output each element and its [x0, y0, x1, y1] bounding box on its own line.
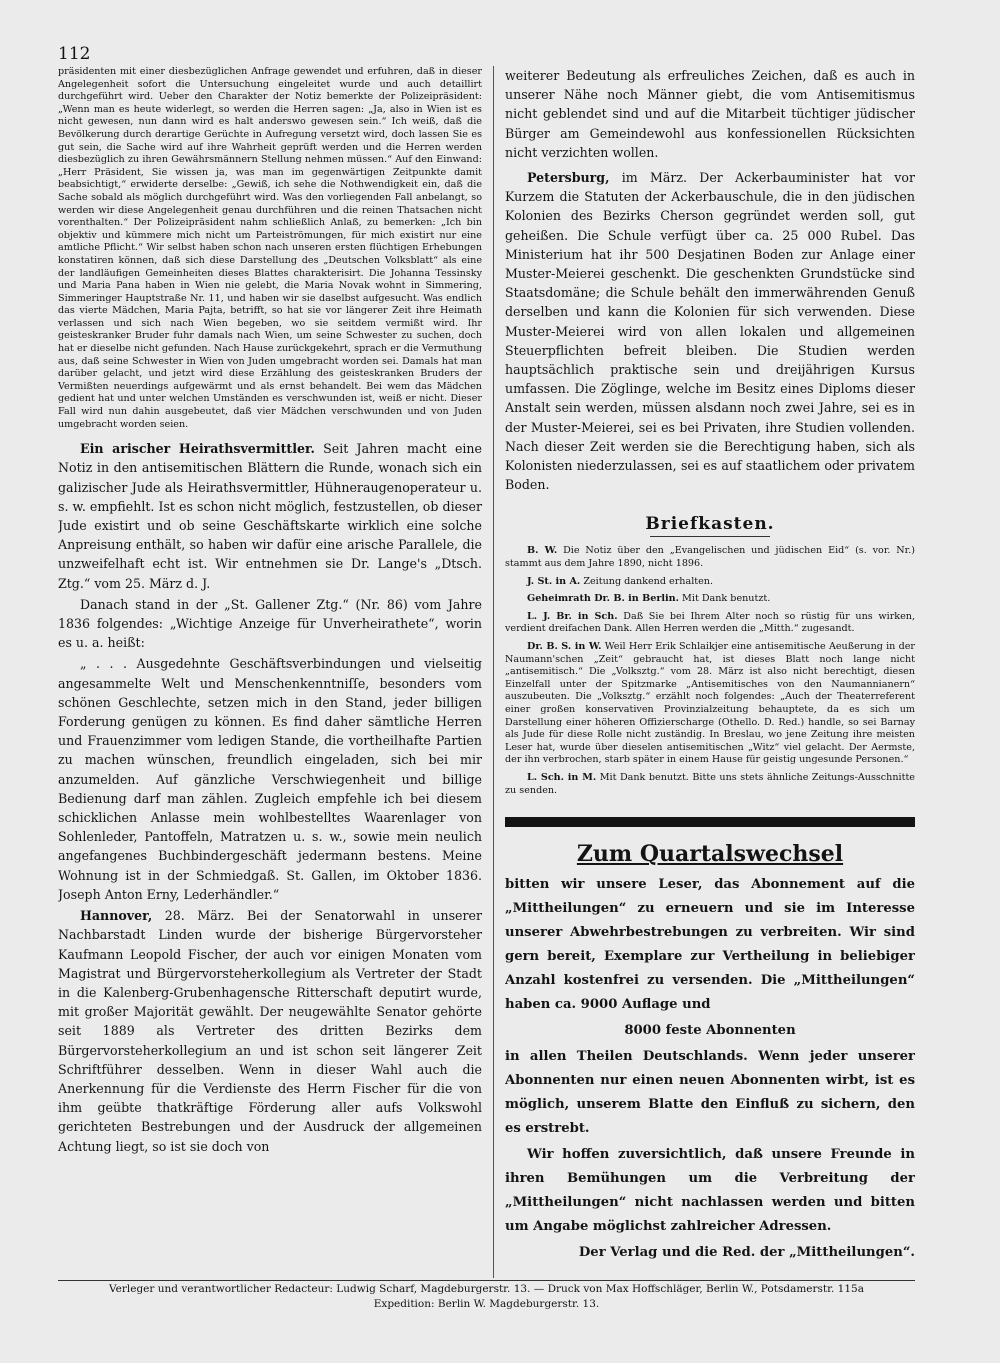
briefkasten-entry	[505, 611, 915, 636]
entry-text: Weil Herr Erik Schlaikjer eine antisemitische Aeußerung in der Naumann'schen „Zeit“ gebraucht hat, ist dieses Blatt noch lange nicht „antisemitisch.“ Die „Volksztg.“ vom 28. März ist also nicht berechtigt, diesen Einzelfall unter der Spitzmarke „Antisemitisches von den Naumannianern“ auszubeuten. Die „Volksztg.“ erzählt noch folgendes: „Auch der Theaterreferent einer großen konservativen Provinzialzeitung behauptete, da es sich um Darstellung einer höheren Offizierscharge (Othello. D. Red.) handle, so sei Barnay als Jude für diese Rolle nicht zuständig. In Breslau, wo jene Zeitung ihre meisten Leser hat, wurde über dieselen antisemitischen „Witz“ viel gelacht. Der Aermste, der ihn verbrochen, starb später in einem Hause für geistig ungesunde Personen.“	[505, 641, 915, 766]
hannover-body: 28. März. Bei der Senatorwahl in unserer Nachbarstadt Linden wurde der bisherige Bürgervorsteher Kaufmann Leopold Fischer, der auch vor einigen Monaten vom Magistrat und Bürgervorsteherkollegium als Vertreter der Stadt in die Kalenberg-Grubenhagensche Ritterschaft deputirt wurde, mit großer Majorität gewählt. Der neugewählte Senator gehörte seit 1889 als Vertreter des dritten Bezirks dem Bürgervorsteherkollegium an und ist schon seit längerer Zeit Schriftführer desselben. Wenn in dieser Wahl auch die Anerkennung für die Verdienste des Herrn Fischer für die von ihm geübte thatkräftige Förderung aller aufs Volkswohl gerichteten Bestrebungen und der Ausdruck der allgemeinen Achtung liegt, so ist sie doch von	[58, 908, 482, 1154]
footer-imprint: Verleger und verantwortlicher Redacteur: Ludwig Scharf, Magdeburgerstr. 13. — Druck von Max Hoffschläger, Berlin W., Potsdamerstr. 115a	[109, 1283, 864, 1295]
gallener-paragraph: Danach stand in der „St. Gallener Ztg.“ (Nr. 86) vom Jahre 1836 folgendes: „Wichtige Anzeige für Unverheirathete“, worin es u. a. heißt:	[58, 596, 482, 651]
quote-paragraph: „ . . . Ausgedehnte Geschäftsverbindungen und vielseitig angesammelte Welt und Menschenkenntniſſe, besonders vom schönen Geschlechte, setzen mich in den Stand, jeder billigen Forderung genügen zu können. Es find daher sämtliche Herren und Frauenzimmer vom ledigen Stande, die vortheilhafte Partien zu machen wünschen, freundlich eingeladen, sich bei mir anzumelden. Auf gänzliche Verschwiegenheit und billige Bedienung darf man zählen. Zugleich empfehle ich bei diesem schicklichen Anlasse mein wohlbestelltes Waarenlager von Sohlenleder, Pantoffeln, Matratzen u. s. w., sowie mein neulich angefangenes Buchbindergeschäft jedermann bestens. Meine Wohnung ist in der Schmiedgaß. St. Gallen, im Oktober 1836. Joseph Anton Erny, Lederhändler.“	[58, 656, 482, 902]
entry-text: Daß Sie bei Ihrem Alter noch so rüstig für uns wirken, verdient dreifachen Dank. Allen Herren werden die „Mitth.“ zugesandt.	[505, 610, 915, 635]
petersburg-title: Petersburg,	[527, 170, 610, 186]
hannover-title: Hannover,	[80, 908, 153, 924]
entry-recipient: Dr. B. S. in W.	[527, 641, 602, 653]
intro-paragraph: präsidenten mit einer diesbezüglichen Anfrage gewendet und erfuhren, daß in dieser Angelegenheit sofort die Untersuchung eingeleitet wurde und auch detaillirt durchgeführt wird. Ueber den Charakter der Notiz bemerkte der Polizeipräsident: „Wenn man es heute widerlegt, so werden die Herren sagen: „Ja, also in Wien ist es nicht gewesen, nun dann wird es halt anderswo gewesen sein.“ Ich weiß, daß die Bevölkerung durch derartige Gerüchte in Aufregung versetzt wird, doch lassen Sie es gut sein, die Sache wird auf ihre Wahrheit geprüft werden und die Herren werden diesbezüglich zu ihren Gewährsmännern Stellung nehmen müssen.“ Auf den Einwand: „Herr Präsident, Sie wissen ja, was man im gegenwärtigen Zeitpunkte damit beabsichtigt,“ erwiderte derselbe: „Gewiß, ich sehe die Nothwendigkeit ein, daß die Sache sobald als möglich durchgeführt wird. Was den vorliegenden Fall anbelangt, so werden wir diese Angelegenheit genau durchführen und die reinen Thatsachen nicht vorenthalten.“ Der Polizeipräsident nahm schließlich Anlaß, zu bemerken: „Ich bin objektiv und kümmere mich nicht um Parteiströmungen, für mich existirt nur eine amtliche Pflicht.“ Wir selbst haben schon nach unseren ersten flüchtigen Erhebungen konstatiren können, daß sich diese Darstellung des „Deutschen Volksblatt“ als eine der landläufigen Gemeinheiten dieses Blattes charakterisirt. Die Johanna Tessinsky und Maria Pana haben in Wien nie gelebt, die Maria Novak wohnt in Simmering, Simmeringer Hauptstraße Nr. 11, und haben wir sie daselbst aufgesucht. Was endlich das vierte Mädchen, Maria Pajta, betrifft, so hat sie vor längerer Zeit ihre Heimath verlassen und sich nach Wien begeben, wo sie seitdem vermißt wird. Ihr geisteskranker Bruder fuhr damals nach Wien, um seine Schwester zu suchen, doch hat er dieselbe nicht gefunden. Nach Hause zurückgekehrt, sprach er die Vermuthung aus, daß seine Schwester in Wien von Juden umgebracht worden sei. Damals hat man darüber gelacht, und jetzt wird diese Erzählung des geisteskranken Bruders der Vermißten neuerdings aufgewärmt und als ernst behandelt. Bei wem das Mädchen gedient hat und unter welchen Umständen es verschwunden ist, weiß er nicht. Dieser Fall wird nun dahin ausgebeutet, daß vier Mädchen verschwunden und von Juden umgebracht worden seien.	[58, 66, 482, 430]
quartal-signature: Der Verlag und die Red. der „Mittheilungen“.	[578, 1245, 915, 1261]
briefkasten-entry	[505, 576, 915, 589]
quartal-paragraph-1: bitten wir unsere Leser, das Abonnement auf die „Mittheilungen“ zu erneuern und sie im Interesse unserer Abwehrbestrebungen zu verbreiten. Wir sind gern bereit, Exemplare zur Vertheilung in beliebiger Anzahl kostenfrei zu versenden. Die „Mittheilungen“ haben ca. 9000 Auflage und	[505, 877, 915, 1013]
right-column	[505, 66, 915, 1278]
heiratsvermittler-body: Seit Jahren macht eine Notiz in den antisemitischen Blättern die Runde, wonach sich ein galizischer Jude als Heirathsvermittler, Hühneraugenoperateur u. s. w. empfiehlt. Ist es schon nicht möglich, festzustellen, ob dieser Jude existirt und ob seine Geschäftskarte wirklich eine solche Anpreisung enthält, so haben wir dafür eine arische Parallele, die unzweifelhaft echt ist. Wir entnehmen sie Dr. Lange's „Dtsch. Ztg.“ vom 25. März d. J.	[58, 441, 482, 591]
entry-text: Die Notiz über den „Evangelischen und jüdischen Eid“ (s. vor. Nr.) stammt aus dem Jahre 1890, nicht 1896.	[505, 545, 915, 570]
entry-recipient: Geheimrath Dr. B. in Berlin.	[527, 593, 679, 605]
briefkasten-underline	[650, 536, 770, 537]
quartal-center-line: 8000 feste Abonnenten	[624, 1023, 796, 1039]
briefkasten-entry	[505, 593, 915, 606]
page-number: 112	[58, 44, 91, 64]
entry-text: Mit Dank benutzt.	[682, 593, 771, 605]
entry-recipient: B. W.	[527, 545, 558, 557]
petersburg-article	[505, 168, 915, 494]
continuation-paragraph: weiterer Bedeutung als erfreuliches Zeichen, daß es auch in unserer Nähe noch Männer giebt, die vom Antisemitismus nicht geblendet sind und auf die Mitarbeit tüchtiger jüdischer Bürger am Gemeindewohl aus konfessionellen Rücksichten nicht verzichten wollen.	[505, 68, 915, 160]
entry-recipient: L. J. Br. in Sch.	[527, 610, 618, 622]
entry-recipient: J. St. in A.	[527, 575, 581, 587]
quartal-paragraph-3: Wir hoffen zuversichtlich, daß unsere Freunde in ihren Bemühungen um die Verbreitung der „Mittheilungen“ nicht nachlassen werden und bitten um Angabe möglichst zahlreicher Adressen.	[505, 1147, 915, 1235]
left-column	[58, 66, 482, 1278]
column-divider	[493, 66, 494, 1278]
heiratsvermittler-article	[58, 439, 482, 593]
quartal-title: Zum Quartalswechsel	[576, 841, 844, 868]
quartal-paragraph-2: in allen Theilen Deutschlands. Wenn jeder unserer Abonnenten nur einen neuen Abonnenten wirbt, ist es möglich, unserem Blatte den Einfluß zu sichern, den es erstrebt.	[505, 1049, 915, 1137]
briefkasten-title: Briefkasten.	[645, 514, 775, 535]
hannover-article	[58, 906, 482, 1156]
entry-text: Zeitung dankend erhalten.	[583, 575, 714, 587]
entry-text: Mit Dank benutzt. Bitte uns stets ähnliche Zeitungs-Ausschnitte zu senden.	[505, 771, 915, 796]
briefkasten-entry	[505, 772, 915, 797]
entry-recipient: L. Sch. in M.	[527, 771, 597, 783]
briefkasten-entry	[505, 545, 915, 570]
briefkasten-entry	[505, 641, 915, 767]
footer-expedition: Expedition: Berlin W. Magdeburgerstr. 13.	[373, 1298, 600, 1310]
section-rule	[505, 817, 915, 827]
footer-rule	[58, 1280, 915, 1281]
petersburg-body: im März. Der Ackerbauminister hat vor Kurzem die Statuten der Ackerbauschule, die in den jüdischen Kolonien des Bezirks Cherson gegründet werden soll, gut geheißen. Die Schule verfügt über ca. 25 000 Rubel. Das Ministerium hat ihr 500 Desjatinen Boden zur Anlage einer Muster-Meierei geschenkt. Die geschenkten Grundstücke sind Staatsdomäne; die Schule behält den immerwährenden Genuß derselben und kann die Kolonien für sich verwenden. Diese Muster-Meierei wird von allen lokalen und allgemeinen Steuerpflichten befreit bleiben. Die Studien werden hauptsächlich praktische sein und dreijährigen Kursus umfassen. Die Zöglinge, welche im Besitz eines Diploms dieser Anstalt sein werden, müssen alsdann noch zwei Jahre, sei es in der Muster-Meierei, sei es bei Privaten, ihre Studien vollenden. Nach dieser Zeit werden sie die Berechtigung haben, sich als Kolonisten niederzulassen, sei es auf staatlichem oder privatem Boden.	[505, 170, 915, 493]
heiratsvermittler-title: Ein arischer Heirathsvermittler.	[80, 441, 315, 457]
